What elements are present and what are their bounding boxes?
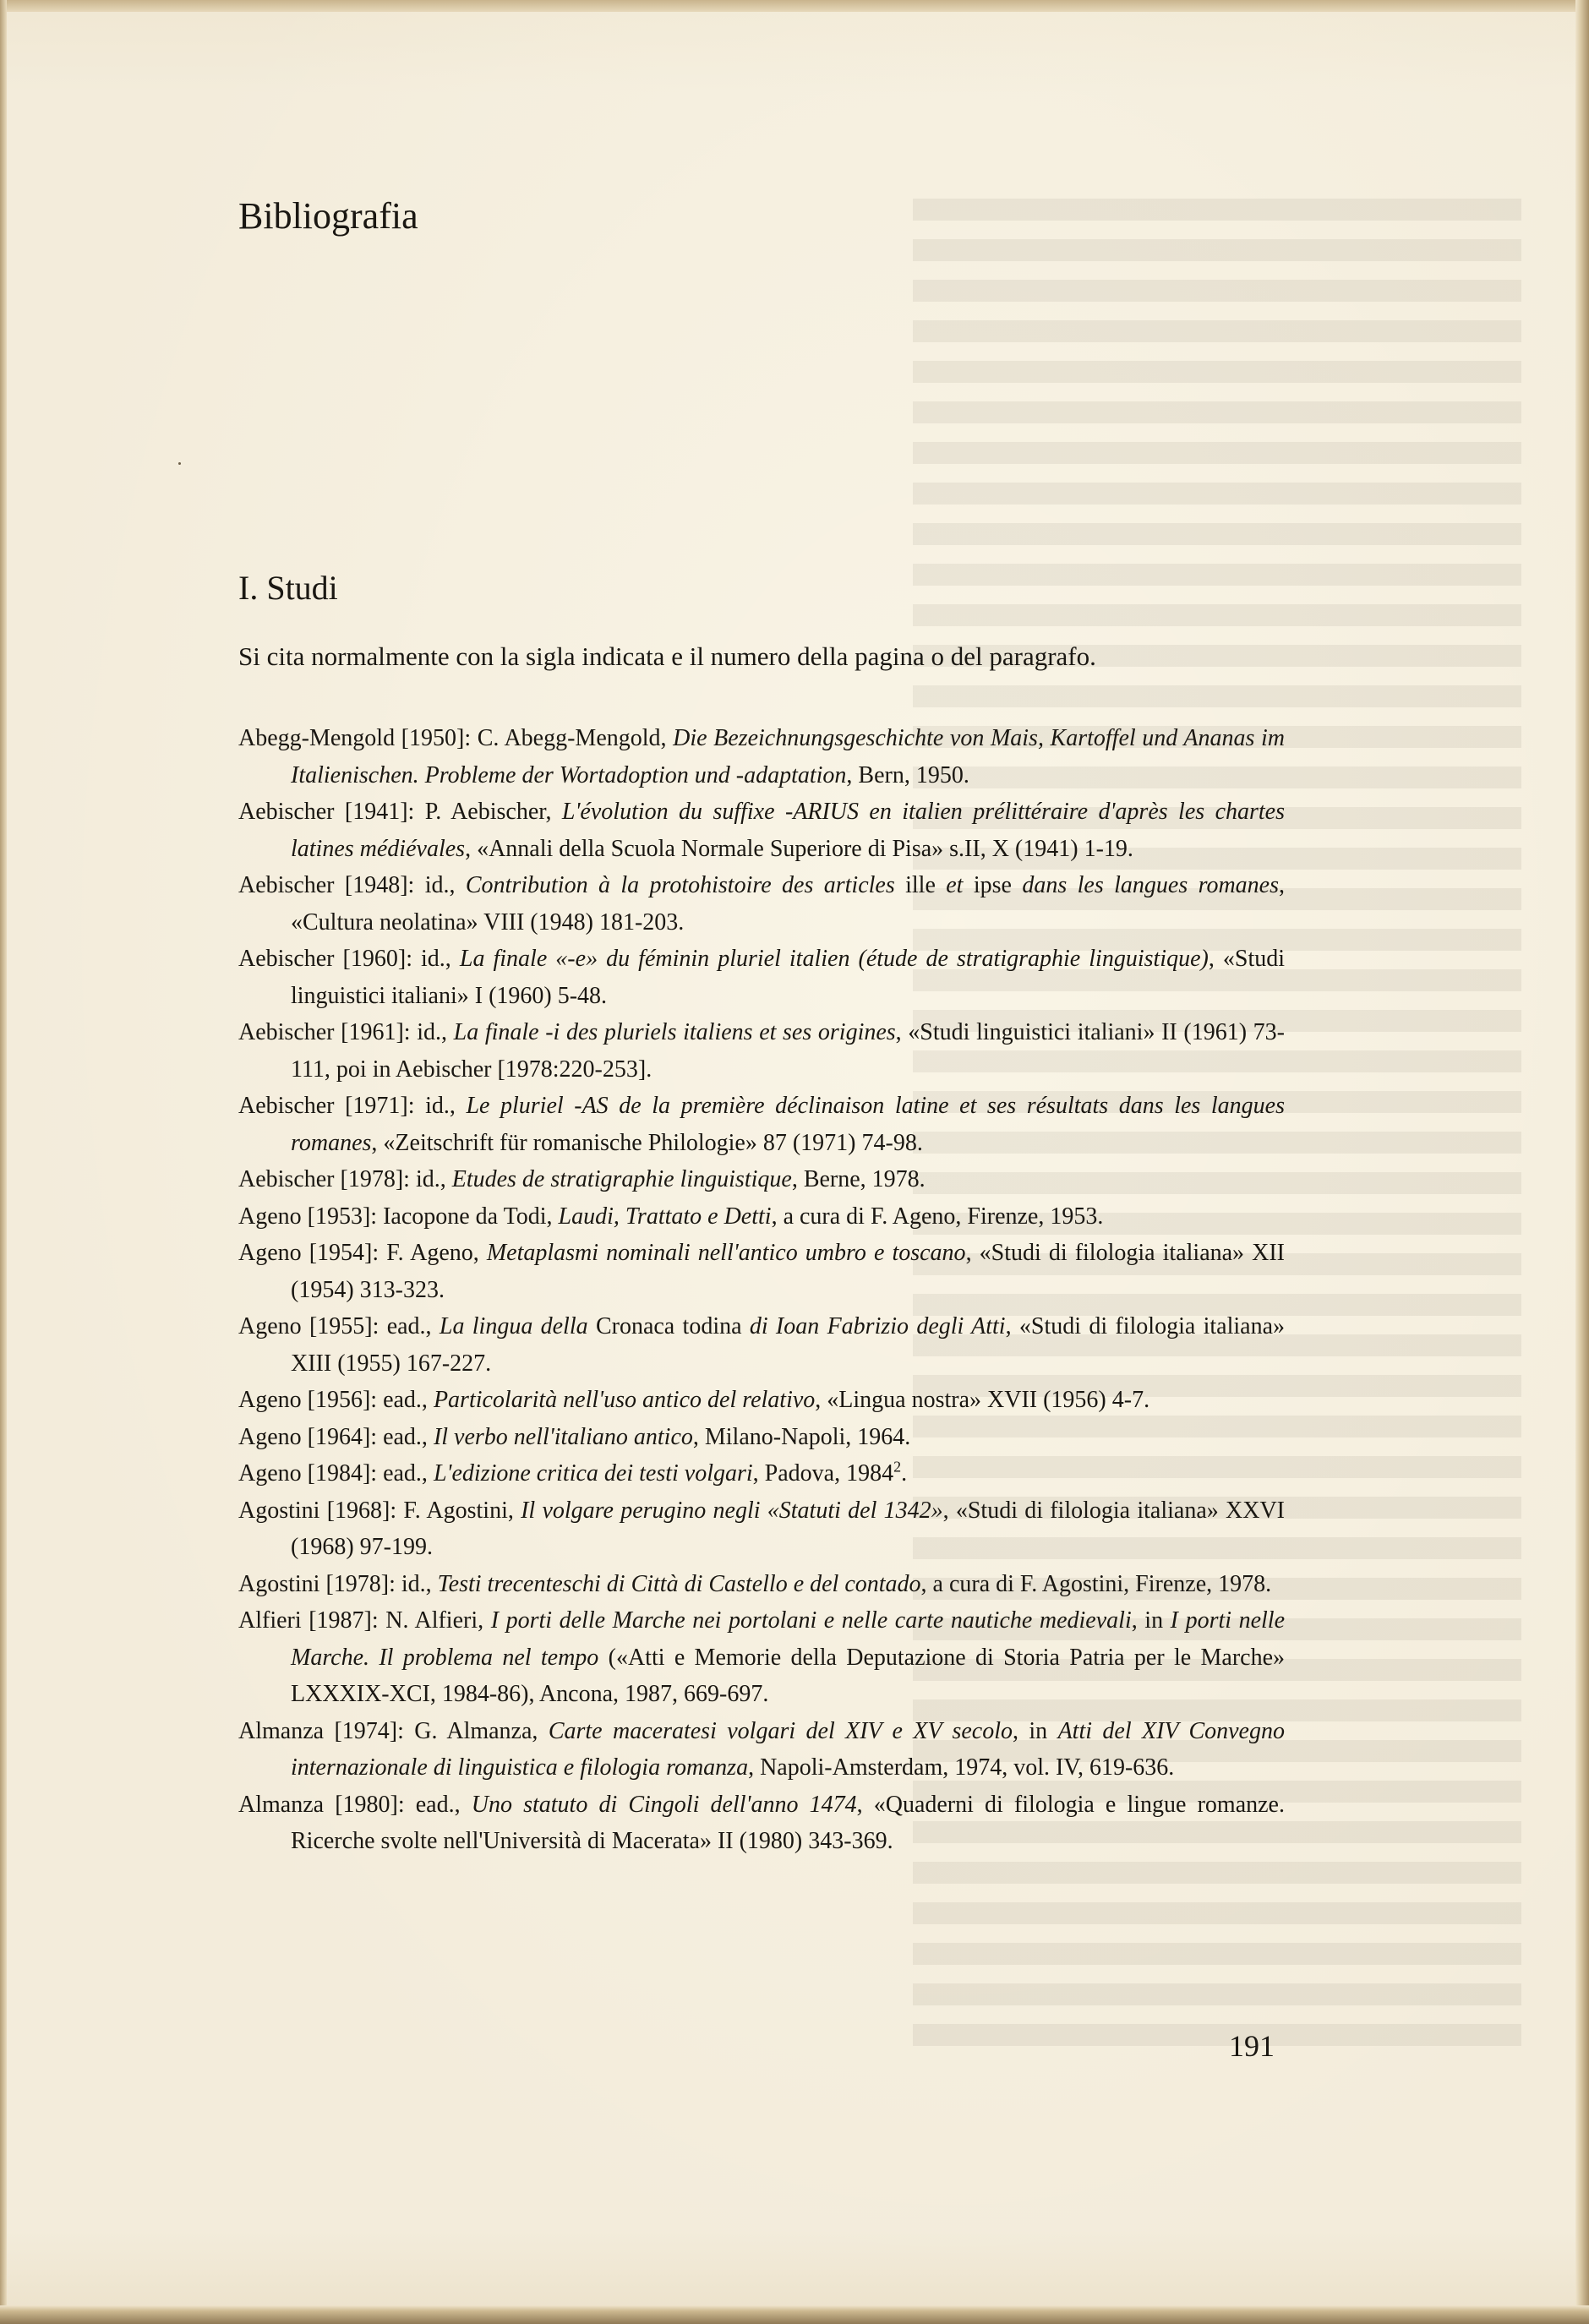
entry-key: Aebischer [1971]:	[238, 1093, 426, 1119]
entry-text: id.,	[424, 872, 466, 898]
entry-text: C. Abegg-Mengold,	[477, 725, 674, 751]
entry-title-text: Carte maceratesi volgari del XIV e XV secolo	[548, 1717, 1013, 1744]
paper-speck	[178, 462, 181, 465]
bibliography-entry	[238, 1566, 1285, 1603]
bibliography-entry	[238, 1787, 1285, 1860]
entry-key: Almanza [1974]:	[238, 1717, 415, 1744]
entry-key: Aebischer [1941]:	[238, 799, 425, 825]
entry-text: , in	[1013, 1717, 1058, 1744]
bibliography-entry	[238, 867, 1285, 941]
entry-title-text: L'edizione critica dei testi volgari	[433, 1460, 753, 1487]
entry-text: id.,	[417, 1019, 454, 1045]
entry-title-text: Testi trecenteschi di Città di Castello e del contado	[437, 1570, 921, 1597]
entry-text: («Atti e Memorie della Deputazione di Storia Patria per le Marche» LXXXIX-XCI, 1984-86), Ancona, 1987, 669-697.	[291, 1644, 1286, 1707]
entry-text: , «Zeitschrift für romanische Philologie» 87 (1971) 74-98.	[371, 1129, 923, 1156]
entry-text: ead.,	[415, 1791, 472, 1818]
page-left-edge	[0, 0, 7, 2324]
bibliography-entry	[238, 1198, 1285, 1236]
entry-key: Aebischer [1948]:	[238, 872, 425, 898]
entry-text: , a cura di F. Ageno, Firenze, 1953.	[771, 1203, 1104, 1230]
entry-text: ead.,	[383, 1387, 434, 1413]
bibliography-entry	[238, 1161, 1285, 1198]
bibliography-list	[238, 720, 1285, 1860]
entry-key: Ageno [1955]:	[238, 1313, 387, 1339]
entry-text: id.,	[425, 1093, 467, 1119]
bibliography-entry	[238, 1419, 1285, 1456]
entry-text: G. Almanza,	[414, 1717, 549, 1744]
entry-title-text: di Ioan Fabrizio degli Atti	[749, 1313, 1006, 1339]
bibliography-entry	[238, 1014, 1285, 1088]
page-right-edge	[1575, 0, 1589, 2324]
entry-key: Ageno [1954]:	[238, 1240, 387, 1266]
entry-text: ead.,	[383, 1460, 434, 1487]
entry-text: , a cura di F. Agostini, Firenze, 1978.	[920, 1570, 1272, 1597]
entry-text: id.,	[401, 1570, 438, 1597]
entry-text: , «Studi di filologia italiana» XII (1954) 313-323.	[291, 1240, 1285, 1303]
entry-text: id.,	[415, 1166, 452, 1192]
entry-title-text: La finale «-e» du féminin pluriel italien (étude de stratigraphie linguistique)	[459, 946, 1209, 972]
entry-text: Cronaca	[595, 1313, 675, 1339]
page-bottom-edge	[0, 2305, 1589, 2324]
entry-key: Agostini [1978]:	[238, 1570, 401, 1597]
entry-text: , «Studi linguistici italiani» II (1961) 73-111, poi in Aebischer [1978:220-253].	[291, 1019, 1285, 1083]
entry-text: , «Cultura neolatina» VIII (1948) 181-203.	[291, 872, 1286, 936]
entry-title-text: Il verbo nell'italiano antico	[433, 1423, 693, 1450]
bibliography-entry	[238, 1713, 1285, 1787]
entry-text: ipse	[973, 872, 1012, 898]
entry-text: , «Studi linguistici italiani» I (1960) 5-48.	[291, 946, 1286, 1009]
entry-key: Aebischer [1960]:	[238, 946, 422, 972]
entry-title-text: Le pluriel -AS de la première déclinaison latine et ses résultats dans les langues romanes	[291, 1093, 1286, 1156]
entry-key: Abegg-Mengold [1950]:	[238, 725, 478, 751]
entry-text: id.,	[421, 946, 460, 972]
entry-key: Almanza [1980]:	[238, 1791, 416, 1818]
entry-text: P. Aebischer,	[424, 799, 562, 825]
bibliography-entry	[238, 1602, 1285, 1713]
bibliography-entry	[238, 941, 1285, 1014]
entry-title-text: La lingua della	[439, 1313, 596, 1339]
entry-key: Aebischer [1978]:	[238, 1166, 416, 1192]
entry-text: ead.,	[383, 1423, 434, 1450]
entry-key: Agostini [1968]:	[238, 1497, 404, 1524]
entry-key: Ageno [1984]:	[238, 1460, 384, 1487]
page-title: Bibliografia	[238, 195, 418, 237]
section-intro: Si cita normalmente con la sigla indicata e il numero della pagina o del paragrafo.	[238, 641, 1096, 671]
page-content	[238, 194, 1286, 1854]
bibliography-entry	[238, 1382, 1285, 1419]
entry-text: 2	[893, 1458, 902, 1476]
bibliography-entry	[238, 1455, 1285, 1492]
entry-text: ille	[905, 872, 936, 898]
bibliography-entry	[238, 794, 1285, 867]
entry-title-text: Il volgare perugino negli «Statuti del 1342»	[521, 1497, 943, 1524]
entry-title-text: Laudi, Trattato e Detti	[558, 1203, 772, 1230]
entry-text: , «Quaderni di filologia e lingue romanze. Ricerche svolte nell'Università di Macerata» II (1980) 343-369.	[291, 1791, 1285, 1854]
bibliography-entry	[238, 1235, 1285, 1308]
entry-text: ead.,	[386, 1313, 440, 1339]
entry-text: F. Agostini,	[403, 1497, 521, 1524]
entry-title-text: I porti delle Marche nei portolani e nelle carte nautiche medievali	[490, 1607, 1132, 1634]
entry-title-text: Metaplasmi nominali nell'antico umbro e toscano	[486, 1240, 966, 1266]
section-title: I. Studi	[238, 569, 338, 607]
entry-text: , «Annali della Scuola Normale Superiore di Pisa» s.II, X (1941) 1-19.	[465, 835, 1133, 862]
entry-key: Ageno [1953]:	[238, 1203, 384, 1230]
page-number: 191	[1229, 2029, 1275, 2063]
entry-key: Ageno [1964]:	[238, 1423, 384, 1450]
entry-title-text: et	[935, 872, 974, 898]
entry-title-text: dans les langues romanes	[1011, 872, 1280, 898]
entry-text: , «Studi di filologia italiana» XXVI (1968) 97-199.	[291, 1497, 1285, 1560]
entry-title-text: Contribution à la protohistoire des articles	[465, 872, 906, 898]
entry-text: N. Alfieri,	[385, 1607, 491, 1634]
entry-text: , «Studi di filologia italiana» XIII (1955) 167-227.	[291, 1313, 1285, 1377]
entry-title-text: Particolarità nell'uso antico del relativo	[433, 1387, 816, 1413]
entry-text: , «Lingua nostra» XVII (1956) 4-7.	[815, 1387, 1150, 1413]
entry-text: , Bern, 1950.	[846, 761, 969, 788]
entry-title-text: Die Bezeichnungsgeschichte von Mais, Kartoffel und Ananas im Italienischen. Probleme der Wortadoption und -adaptation	[291, 725, 1285, 788]
page-top-edge	[0, 0, 1589, 12]
entry-title-text: I porti nelle Marche. Il problema nel tempo	[291, 1607, 1286, 1671]
bibliography-entry	[238, 1492, 1285, 1566]
entry-title-text: Atti del XIV Convegno internazionale di linguistica e filologia romanza	[291, 1717, 1285, 1781]
entry-key: Aebischer [1961]:	[238, 1019, 418, 1045]
entry-text: , Milano-Napoli, 1964.	[692, 1423, 911, 1450]
entry-key: Ageno [1956]:	[238, 1387, 384, 1413]
entry-title-text: L'évolution du suffixe -ARIUS en italien prélittéraire d'après les chartes latines médiévales	[291, 799, 1285, 862]
entry-text: , in	[1131, 1607, 1171, 1634]
entry-text: todina	[674, 1313, 750, 1339]
entry-key: Alfieri [1987]:	[238, 1607, 386, 1634]
entry-text: , Berne, 1978.	[791, 1166, 926, 1192]
entry-text: Iacopone da Todi,	[383, 1203, 559, 1230]
bibliography-entry	[238, 720, 1285, 794]
entry-title-text: Uno statuto di Cingoli dell'anno 1474	[471, 1791, 857, 1818]
entry-title-text: Etudes de stratigraphie linguistique	[451, 1166, 792, 1192]
entry-title-text: La finale -i des pluriels italiens et ses origines	[453, 1019, 896, 1045]
entry-text: , Napoli-Amsterdam, 1974, vol. IV, 619-636.	[748, 1754, 1175, 1781]
bibliography-entry	[238, 1308, 1285, 1382]
entry-text: F. Ageno,	[386, 1240, 487, 1266]
entry-text: .	[901, 1460, 908, 1487]
bibliography-entry	[238, 1088, 1285, 1161]
entry-text: , Padova, 1984	[752, 1460, 894, 1487]
